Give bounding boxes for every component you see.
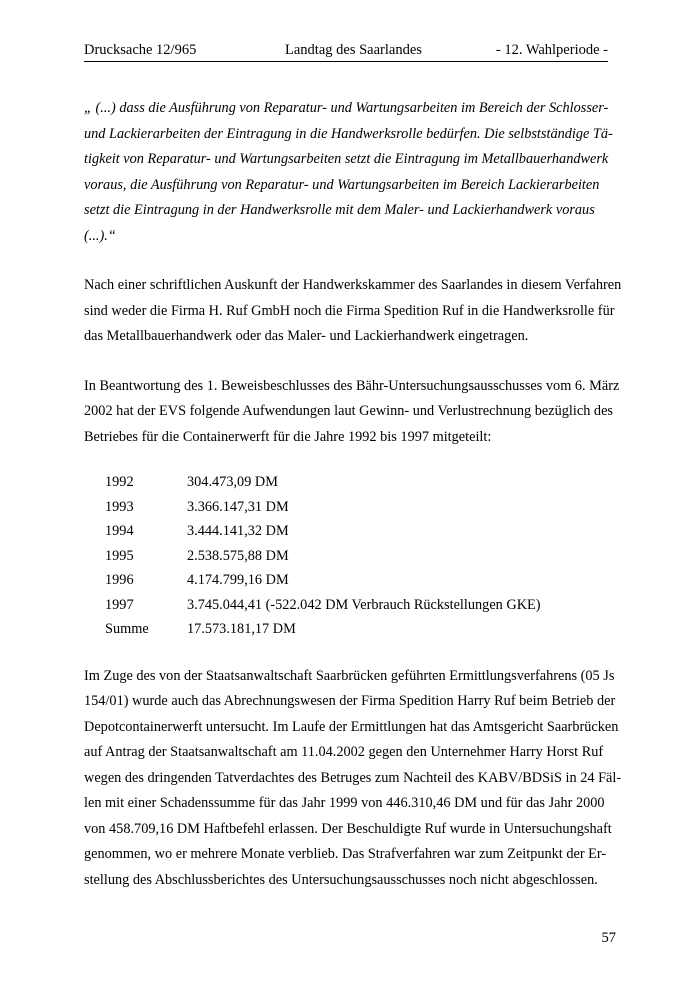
paragraph-line: 2002 hat der EVS folgende Aufwendungen laut Gewinn- und Verlustrechnung bezüglich des (84, 403, 613, 419)
year-cell: 1994 (105, 523, 134, 539)
paragraph-beweisbeschluss (84, 374, 624, 451)
paragraph-line: Nach einer schriftlichen Auskunft der Handwerkskammer des Saarlandes in diesem Verfahren (84, 277, 622, 293)
quote-line: „ (...) dass die Ausführung von Reparatur- und Wartungsarbeiten im Bereich der Schlosser- (84, 100, 609, 116)
paragraph-line: auf Antrag der Staatsanwaltschaft am 11.04.2002 gegen den Unternehmer Harry Horst Ruf (84, 744, 604, 760)
amount-cell: 3.745.044,41 (-522.042 DM Verbrauch Rückstellungen GKE) (187, 596, 541, 613)
amount-cell: 4.174.799,16 DM (187, 572, 289, 588)
year-cell: 1997 (105, 596, 134, 613)
quote-line: voraus, die Ausführung von Reparatur- und Wartungsarbeiten im Bereich Lackierarbeiten (84, 176, 600, 193)
amount-cell: 2.538.575,88 DM (187, 547, 289, 564)
total-label: Summe (105, 621, 149, 637)
paragraph-ermittlungsverfahren (84, 664, 624, 894)
paragraph-line: stellung des Abschlussberichtes des Untersuchungsausschusses noch nicht abgeschlossen. (84, 871, 598, 888)
table-row (105, 593, 541, 618)
year-cell: 1995 (105, 547, 134, 564)
paragraph-line: genommen, wo er mehrere Monate verblieb. Das Strafverfahren war zum Zeitpunkt der Er- (84, 846, 607, 862)
parliament-name: Landtag des Saarlandes (285, 42, 422, 58)
quote-line: setzt die Eintragung in der Handwerksrolle mit dem Maler- und Lackierhandwerk voraus (84, 202, 595, 218)
year-cell: 1992 (105, 474, 134, 490)
paragraph-line: In Beantwortung des 1. Beweisbeschlusses des Bähr-Untersuchungsausschusses vom 6. März (84, 377, 620, 394)
legislative-period: - 12. Wahlperiode - (495, 42, 608, 58)
table-row (105, 568, 541, 593)
paragraph-line: von 458.709,16 DM Haftbefehl erlassen. Der Beschuldigte Ruf wurde in Untersuchungshaft (84, 820, 612, 837)
page-body (84, 96, 624, 893)
paragraph-line: Betriebes für die Containerwerft für die Jahre 1992 bis 1997 mitgeteilt: (84, 428, 492, 445)
page-number: 57 (601, 930, 616, 946)
quote-line: tigkeit von Reparatur- und Wartungsarbeiten setzt die Eintragung im Metallbauerhandwerk (84, 151, 609, 167)
quote-line: (...).“ (84, 227, 116, 244)
amount-cell: 3.444.141,32 DM (187, 523, 289, 539)
amount-cell: 304.473,09 DM (187, 474, 278, 490)
paragraph-line: das Metallbauerhandwerk oder das Maler- und Lackierhandwerk eingetragen. (84, 328, 529, 344)
table-row (105, 470, 541, 495)
paragraph-line: wegen des dringenden Tatverdachtes des Betruges zum Nachteil des KABV/BDSiS in 24 Fäl- (84, 769, 622, 786)
quote-line: und Lackierarbeiten der Eintragung in die Handwerksrolle bedürfen. Die selbstständige Tä- (84, 125, 613, 142)
year-cell: 1996 (105, 572, 134, 588)
document-number: Drucksache 12/965 (84, 42, 197, 58)
amount-cell: 3.366.147,31 DM (187, 498, 289, 515)
paragraph-line: 154/01) wurde auch das Abrechnungswesen der Firma Spedition Harry Ruf beim Betrieb der (84, 693, 616, 709)
paragraph-line: Depotcontainerwerft untersucht. Im Laufe der Ermittlungen hat das Amtsgericht Saarbrücken (84, 718, 619, 735)
quote-block (84, 96, 624, 249)
table-row (105, 495, 541, 520)
page-header (84, 41, 608, 62)
table-row-total (105, 617, 541, 642)
year-cell: 1993 (105, 498, 134, 515)
paragraph-line: len mit einer Schadenssumme für das Jahr 1999 von 446.310,46 DM und für das Jahr 2000 (84, 795, 605, 811)
expenses-table (105, 470, 541, 642)
table-row (105, 519, 541, 544)
total-amount: 17.573.181,17 DM (187, 621, 296, 637)
paragraph-line: Im Zuge des von der Staatsanwaltschaft Saarbrücken geführten Ermittlungsverfahrens (05 Js (84, 667, 615, 684)
table-row (105, 544, 541, 569)
paragraph-line: sind weder die Firma H. Ruf GmbH noch die Firma Spedition Ruf in die Handwerksrolle für (84, 302, 615, 319)
paragraph-handwerkskammer (84, 273, 624, 350)
